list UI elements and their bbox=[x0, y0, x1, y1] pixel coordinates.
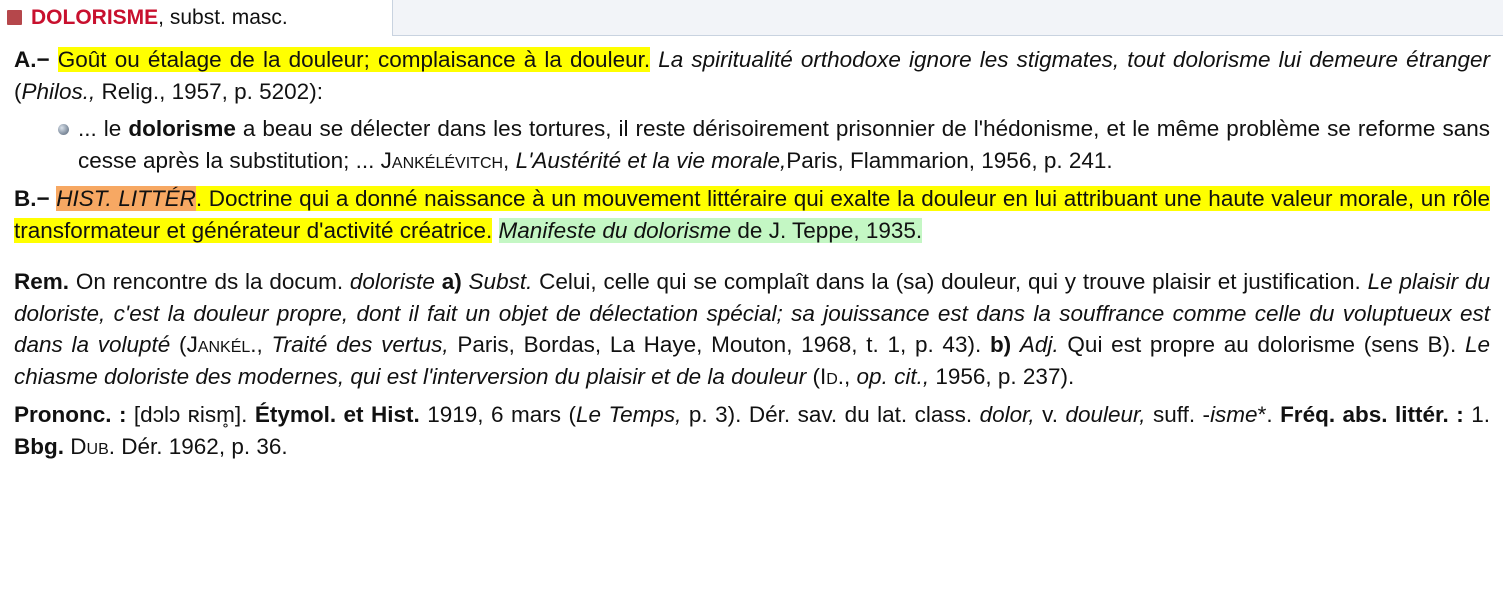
headword: DOLORISME bbox=[31, 6, 159, 29]
remark-paren-1: ( bbox=[170, 332, 187, 357]
remark-b-marker: b) bbox=[989, 332, 1012, 357]
remark-pub-1: Paris, Bordas, La Haye, Mouton, 1968, t. 1, p. 43). bbox=[448, 332, 990, 357]
quote-author: Jankélévitch bbox=[380, 147, 504, 173]
remark bbox=[14, 266, 1490, 392]
part-of-speech: , subst. masc. bbox=[158, 6, 288, 29]
remark-adj: Adj. bbox=[1019, 332, 1059, 357]
etymology-source: Le Temps, bbox=[575, 402, 682, 427]
citation-item bbox=[78, 113, 1490, 176]
pronunciation-phonetic: [dɔlɔ ʀism̥]. bbox=[126, 402, 255, 427]
remark-quote-1: Le plaisir du doloriste, c'est la douleur propre, dont il fait un objet de délectation spécial; sa jouissance est dans la souffrance comme celle du voluptueux est dans la volupté bbox=[14, 269, 1490, 357]
remark-comma-2: , bbox=[844, 363, 857, 389]
section-b-domain: HIST. LITTÉR bbox=[56, 186, 196, 211]
frequency-label: Fréq. abs. littér. : bbox=[1280, 402, 1464, 427]
entry-body bbox=[14, 44, 1490, 462]
remark-text-3: Qui est propre au dolorisme (sens B). bbox=[1058, 332, 1465, 357]
etymology-dolor: dolor, bbox=[979, 402, 1035, 427]
entry-square-icon bbox=[7, 10, 22, 25]
section-b-domain-dot: . bbox=[195, 186, 203, 211]
remark-label: Rem. bbox=[14, 269, 70, 294]
bibliography-label: Bbg. bbox=[14, 433, 64, 459]
tab-bar-filler bbox=[393, 0, 1503, 36]
entry-tab[interactable] bbox=[0, 0, 393, 36]
quote-text-post: a beau se délecter dans les tortures, il reste dérisoirement prisonnier de l'hédonisme, et le même problème se reforme sans cesse après la substitution; ... bbox=[78, 116, 1490, 173]
etymology-suffix: suff. - bbox=[1145, 402, 1211, 427]
remark-author-2: Id. bbox=[819, 363, 845, 389]
etymology-text-2: p. 3). Dér. sav. du lat. class. bbox=[681, 402, 980, 427]
quote-publication: Paris, Flammarion, 1956, p. 241. bbox=[786, 147, 1113, 173]
section-a bbox=[14, 44, 1490, 107]
etymology-douleur: douleur, bbox=[1065, 402, 1146, 427]
remark-comma-1: , bbox=[256, 332, 272, 357]
pronunciation-etymology bbox=[14, 399, 1490, 462]
remark-title-1: Traité des vertus, bbox=[271, 332, 449, 357]
section-a-source-work: Philos., bbox=[21, 78, 96, 104]
remark-opcit: op. cit., bbox=[856, 363, 930, 389]
remark-quote-2: Le chiasme doloriste des modernes, qui est l'interversion du plaisir et de la douleur bbox=[14, 332, 1490, 389]
etymology-label: Étymol. et Hist. bbox=[254, 402, 420, 427]
etymology-star: *. bbox=[1257, 402, 1281, 427]
bibliography-author: Dub. bbox=[70, 433, 115, 459]
section-a-source-open: ( bbox=[14, 78, 22, 104]
remark-author-1: Jankél. bbox=[186, 332, 257, 357]
remark-a-marker: a) bbox=[441, 269, 462, 294]
quote-title: L'Austérité et la vie morale, bbox=[515, 147, 787, 173]
remark-text-2: Celui, celle qui se complaît dans la (sa) douleur, qui y trouve plaisir et justification. bbox=[532, 269, 1368, 294]
bullet-icon bbox=[58, 124, 69, 135]
section-a-definition: Goût ou étalage de la douleur; complaisance à la douleur. bbox=[57, 47, 651, 72]
tab-bar bbox=[0, 0, 1503, 37]
quote-comma: , bbox=[503, 147, 516, 173]
remark-text-1: On rencontre ds la docum. bbox=[69, 269, 350, 294]
remark-pub-2: 1956, p. 237). bbox=[929, 363, 1075, 389]
section-b-manifeste-rest: de J. Teppe, 1935. bbox=[731, 217, 923, 243]
etymology-isme: isme bbox=[1210, 402, 1258, 427]
frequency-value: 1. bbox=[1463, 402, 1490, 427]
quote-term: dolorisme bbox=[128, 116, 236, 141]
remark-word: doloriste bbox=[349, 269, 435, 294]
section-b bbox=[14, 183, 1490, 246]
remark-subst: Subst. bbox=[468, 269, 533, 294]
etymology-text-1: 1919, 6 mars ( bbox=[419, 402, 576, 427]
section-b-manifeste: Manifeste du dolorisme bbox=[498, 217, 732, 243]
quote-text-pre: ... le bbox=[78, 116, 129, 141]
section-a-example: La spiritualité orthodoxe ignore les stigmates, tout dolorisme lui demeure étranger bbox=[658, 47, 1490, 72]
remark-paren-2: ( bbox=[806, 363, 820, 389]
section-b-label: B.− bbox=[14, 186, 50, 211]
pronunciation-label: Prononc. : bbox=[14, 402, 127, 427]
etymology-v: v. bbox=[1034, 402, 1066, 427]
section-b-definition: Doctrine qui a donné naissance à un mouvement littéraire qui exalte la douleur en lui attribuant une haute valeur morale, un rôle transformateur et générateur d'activité créatrice. bbox=[14, 186, 1490, 243]
section-a-label: A.− bbox=[14, 47, 50, 72]
bibliography-ref: Dér. 1962, p. 36. bbox=[115, 433, 288, 459]
section-a-source-rest: Relig., 1957, p. 5202): bbox=[95, 78, 323, 104]
